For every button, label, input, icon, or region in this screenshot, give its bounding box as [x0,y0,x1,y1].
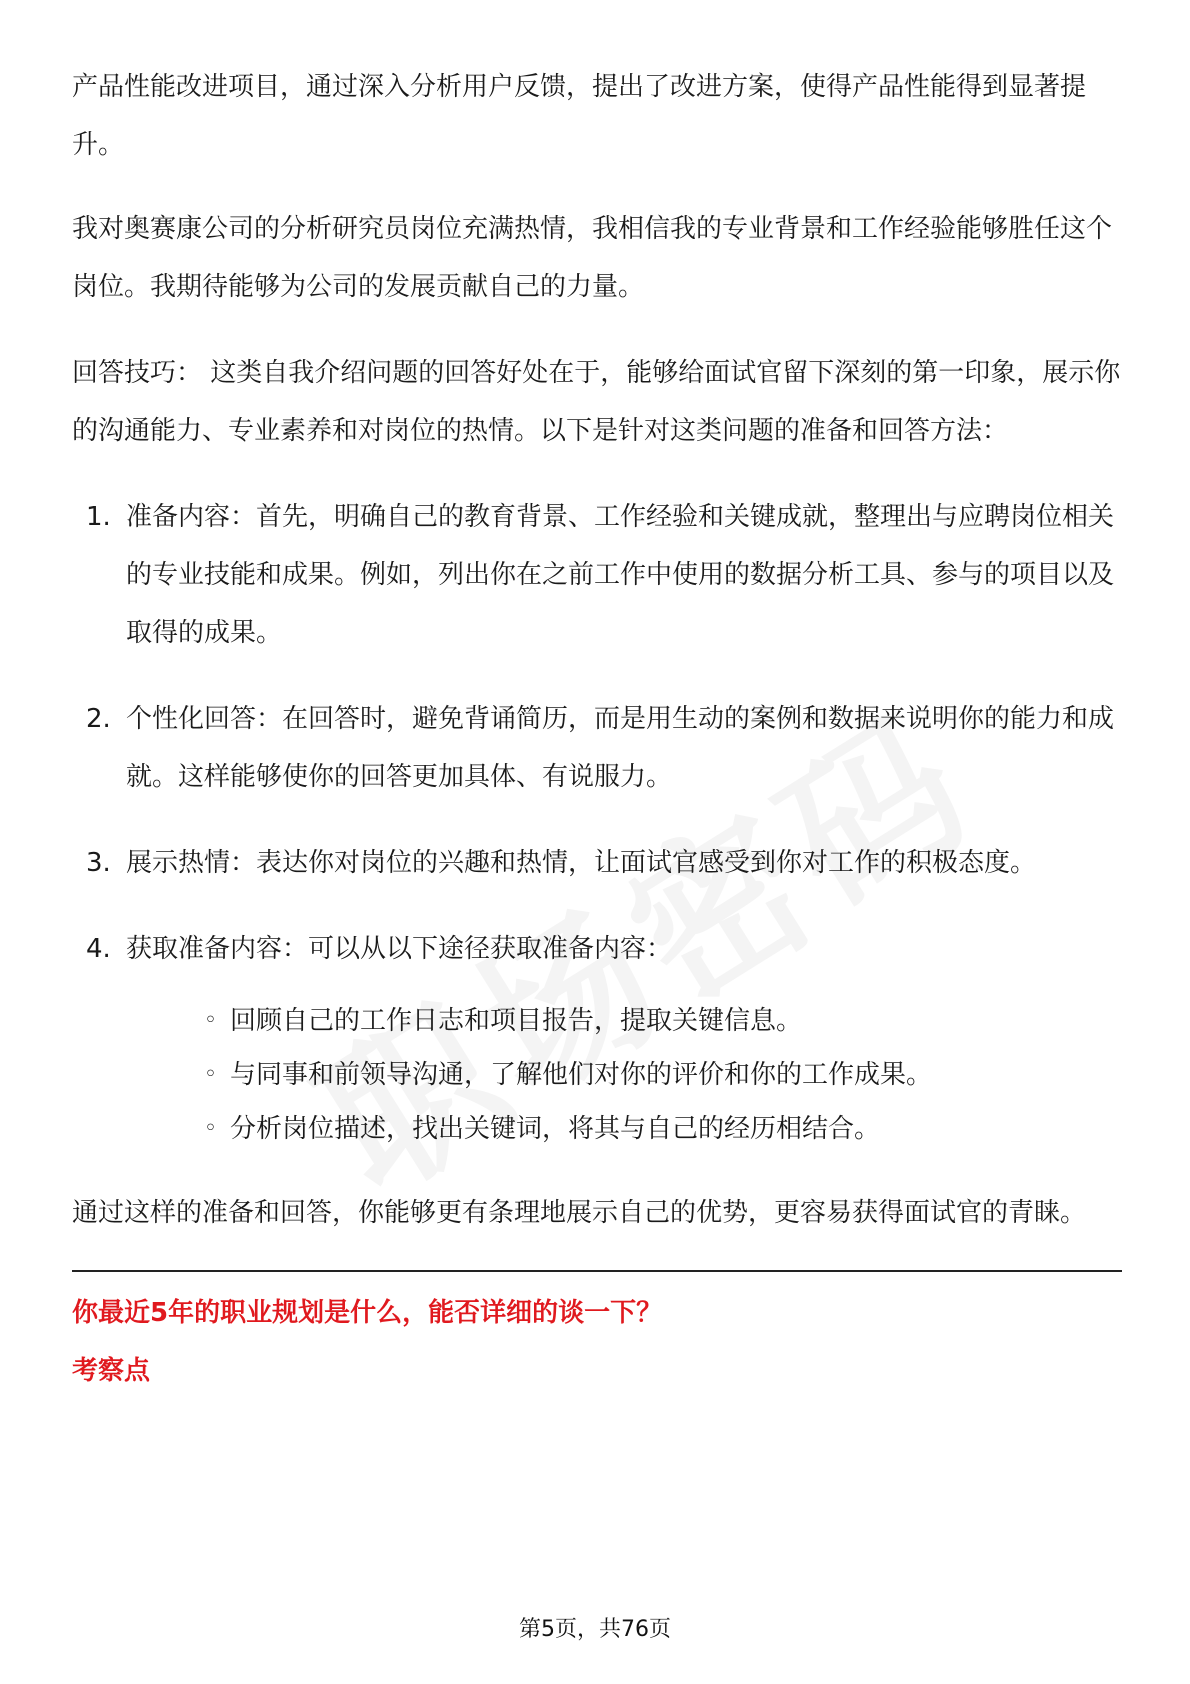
sub-list-item [126,994,1122,1048]
list-item-text: 个性化回答：在回答时，避免背诵简历，而是用生动的案例和数据来说明你的能力和成就。这样能够使你的回答更加具体、有说服力。 [126,704,1115,792]
list-number: 2. [86,704,111,734]
sub-list-item-text: 分析岗位描述，找出关键词，将其与自己的经历相结合。 [230,1114,881,1144]
sub-list-item-text: 与同事和前领导沟通，了解他们对你的评价和你的工作成果。 [230,1060,933,1090]
list-item [72,834,1122,892]
bullet-icon: ◦ [204,1008,217,1033]
list-item-text: 准备内容：首先，明确自己的教育背景、工作经验和关键成就，整理出与应聘岗位相关的专业技能和成果。例如，列出你在之前工作中使用的数据分析工具、参与的项目以及取得的成果。 [126,502,1115,648]
document-body [72,58,1122,1390]
section-divider [72,1270,1122,1272]
steps-list [72,488,1122,1156]
sub-list [126,994,1122,1156]
list-number: 4. [86,934,111,964]
list-item [72,920,1122,1156]
list-number: 3. [86,848,111,878]
bullet-icon: ◦ [204,1062,217,1087]
list-item [72,488,1122,662]
sub-list-item [126,1102,1122,1156]
paragraph-conclusion: 通过这样的准备和回答，你能够更有条理地展示自己的优势，更容易获得面试官的青睐。 [72,1198,1087,1228]
assessment-label: 考察点 [72,1356,151,1386]
bullet-icon: ◦ [204,1116,217,1141]
page-footer: 第5页，共76页 [519,1617,671,1642]
paragraph-answer-tips: 回答技巧： 这类自我介绍问题的回答好处在于，能够给面试官留下深刻的第一印象，展示你的沟通能力、专业素养和对岗位的热情。以下是针对这类问题的准备和回答方法： [72,358,1121,446]
list-item-text: 展示热情：表达你对岗位的兴趣和热情，让面试官感受到你对工作的积极态度。 [126,848,1037,878]
paragraph-passion: 我对奥赛康公司的分析研究员岗位充满热情，我相信我的专业背景和工作经验能够胜任这个岗位。我期待能够为公司的发展贡献自己的力量。 [72,214,1113,302]
list-item [72,690,1122,806]
paragraph-project: 产品性能改进项目，通过深入分析用户反馈，提出了改进方案，使得产品性能得到显著提升。 [72,72,1087,160]
next-question-heading: 你最近5年的职业规划是什么，能否详细的谈一下？ [72,1298,663,1328]
list-item-text: 获取准备内容：可以从以下途径获取准备内容： [126,934,673,964]
sub-list-item-text: 回顾自己的工作日志和项目报告，提取关键信息。 [230,1006,803,1036]
list-number: 1. [86,502,111,532]
sub-list-item [126,1048,1122,1102]
